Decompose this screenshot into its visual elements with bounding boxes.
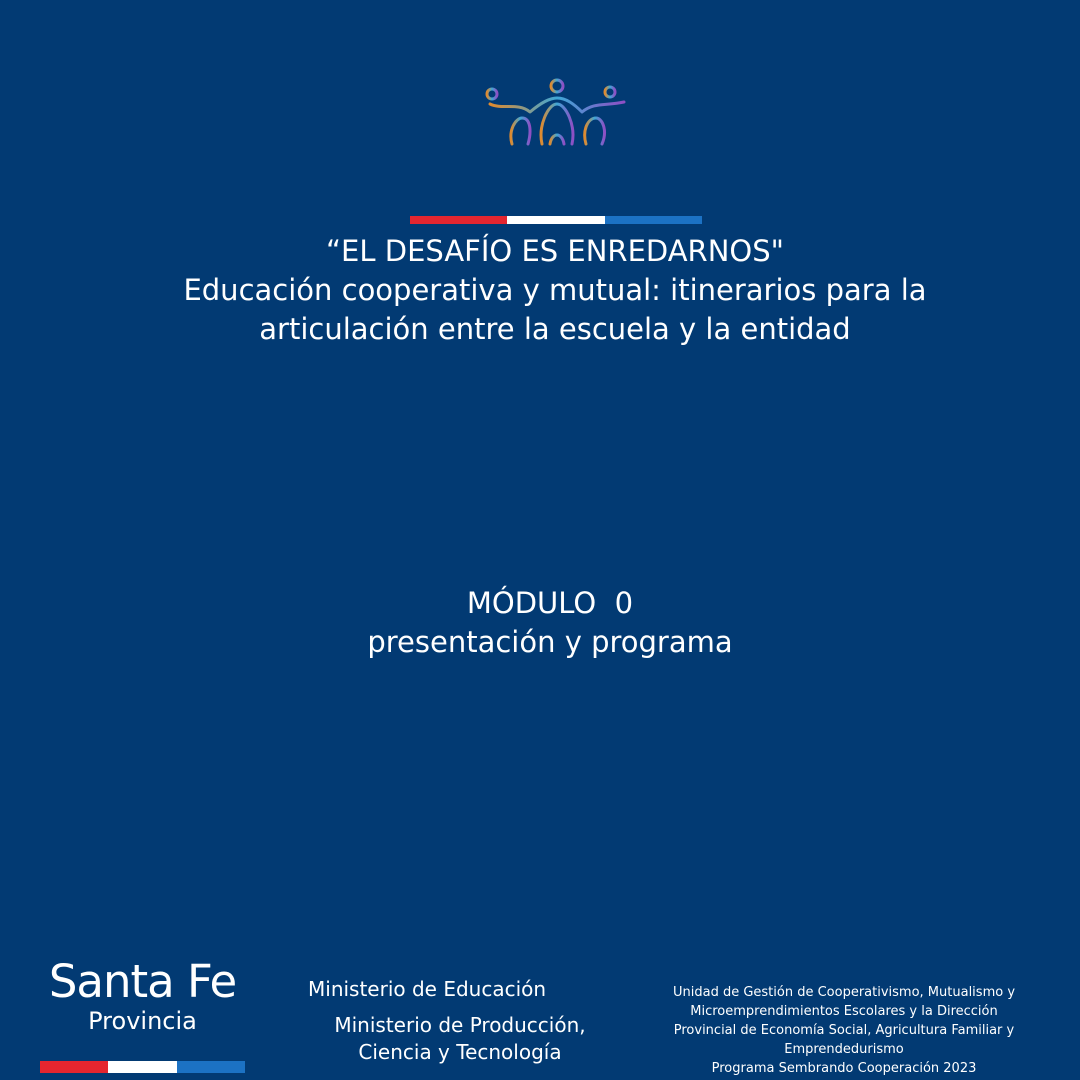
people-holding-hands-icon xyxy=(482,74,630,152)
organizing-unit xyxy=(620,983,1068,1078)
brand-subtitle: Provincia xyxy=(88,1007,197,1035)
module-heading xyxy=(250,584,850,662)
brand-name: Santa Fe xyxy=(48,955,237,1008)
unit-line-5: Programa Sembrando Cooperación 2023 xyxy=(711,1061,977,1076)
flag-stripe-bottom xyxy=(40,1061,245,1073)
ministry-production-line-1: Ministerio de Producción, xyxy=(334,1013,586,1037)
title-line-2: Educación cooperativa y mutual: itinerarios para la xyxy=(183,273,927,307)
title-line-3: articulación entre la escuela y la entidad xyxy=(259,312,851,346)
ministry-production xyxy=(300,1012,620,1066)
unit-line-2: Microemprendimientos Escolares y la Dirección xyxy=(690,1004,998,1019)
ministry-education: Ministerio de Educación xyxy=(308,977,547,1001)
ministry-production-line-2: Ciencia y Tecnología xyxy=(358,1040,562,1064)
unit-line-3: Provincial de Economía Social, Agricultura Familiar y xyxy=(673,1023,1015,1038)
flag-stripe-top xyxy=(410,216,702,224)
santa-fe-logo xyxy=(30,955,255,1035)
title-line-1: “EL DESAFÍO ES ENREDARNOS" xyxy=(326,234,784,268)
module-number: MÓDULO 0 xyxy=(466,586,634,620)
module-subtitle: presentación y programa xyxy=(367,625,733,659)
page-title xyxy=(60,232,1050,349)
unit-line-4: Emprendedurismo xyxy=(784,1042,904,1057)
unit-line-1: Unidad de Gestión de Cooperativismo, Mutualismo y xyxy=(672,985,1016,1000)
